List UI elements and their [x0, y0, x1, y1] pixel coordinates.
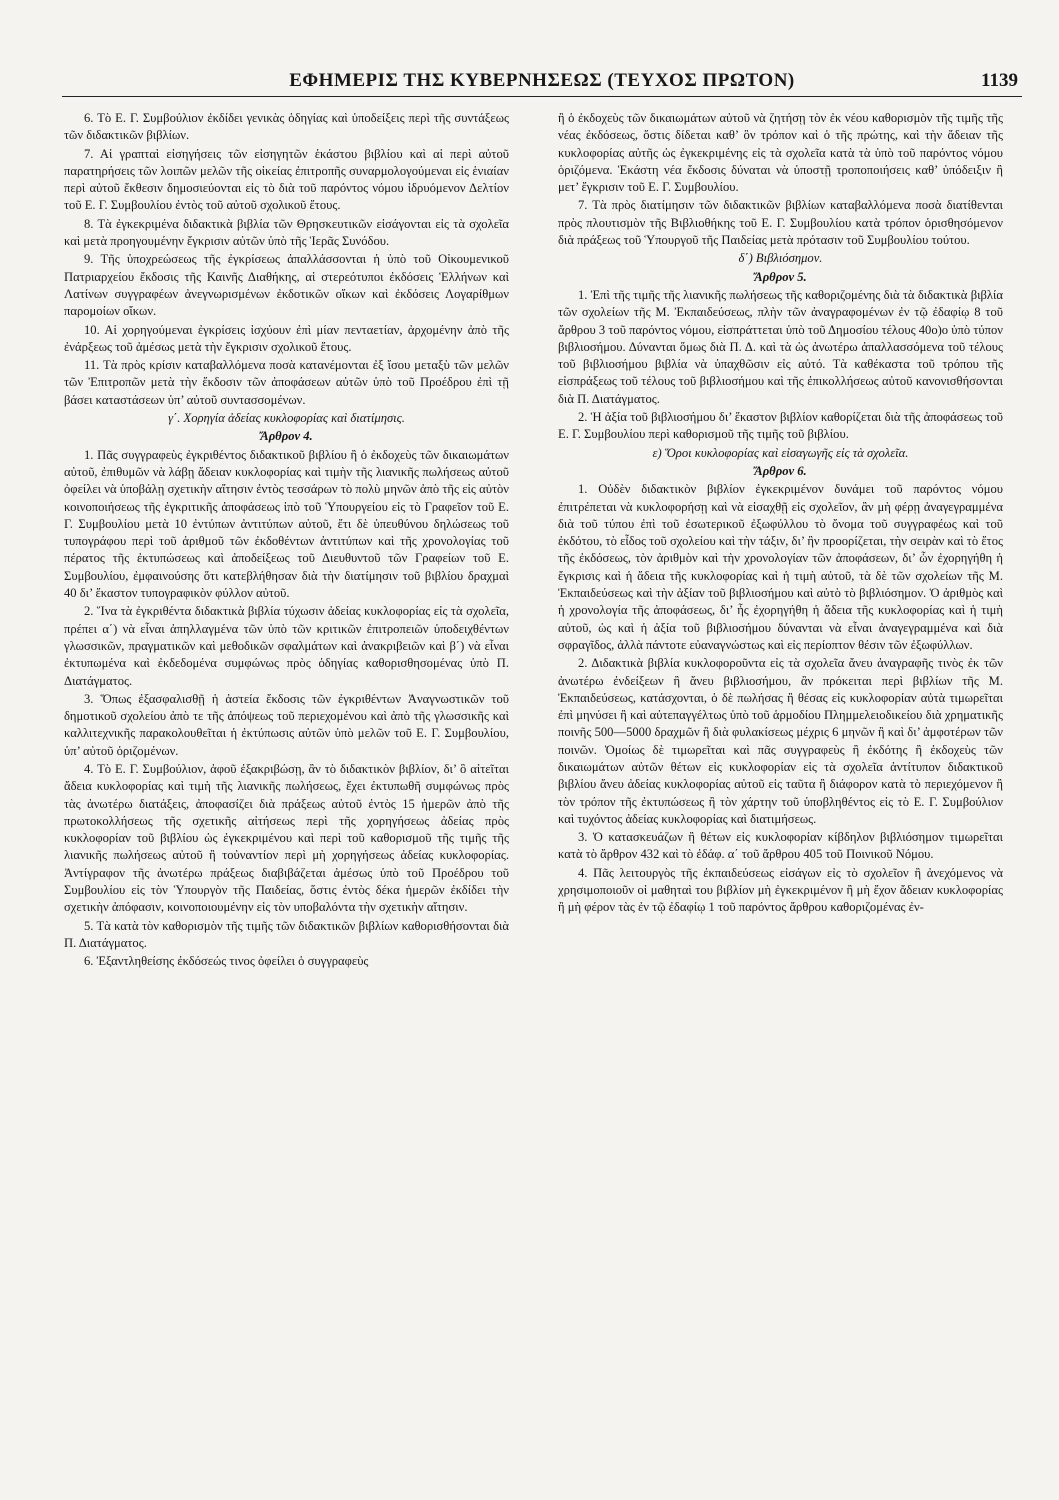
- paragraph: 4. Πᾶς λειτουργὸς τῆς ἐκπαιδεύσεως εἰσάγων εἰς τὸ σχολεῖον ἢ ἀνεχόμενος νὰ χρησιμοποιοῦν οἱ μαθηταὶ του βιβλίον μὴ ἐγκεκριμένον ἢ μὴ ἔχον ἄδειαν κυκλοφορίας ἢ μὴ φέρον τὰς ἐν τῷ ἐδαφίῳ 1 τοῦ παρόντος ἄρθρου καθοριζομένας ἐν-: [558, 865, 1003, 915]
- right-column: [558, 110, 1003, 1490]
- paragraph: 2. Ἡ ἀξία τοῦ βιβλιοσήμου δι’ ἕκαστον βιβλίον καθορίζεται διὰ τῆς ἀποφάσεως τοῦ Ε. Γ. Συμβουλίου περὶ καθορισμοῦ τῆς τιμῆς τοῦ βιβλίου.: [558, 410, 1003, 442]
- gazette-title: ΕΦΗΜΕΡΙΣ ΤΗΣ ΚΥΒΕΡΝΗΣΕΩΣ (ΤΕΥΧΟΣ ΠΡΩΤΟΝ): [289, 70, 795, 91]
- paragraph: 7. Αἱ γραπταὶ εἰσηγήσεις τῶν εἰσηγητῶν ἑκάστου βιβλίου καὶ αἱ περὶ αὐτοῦ παρατηρήσεις τῶν λοιπῶν μελῶν τῆς οἰκείας ἐπιτροπῆς συναρμολογούμεναι εἰς ἑνιαίαν περὶ αὐτοῦ ἔκθεσιν δημοσιεύονται εἰς τὸ διὰ τοῦ παρόντος νόμου ἱδρυόμενον Δελτίον τοῦ Ε. Γ. Συμβουλίου ἐντὸς τοῦ αὐτοῦ σχολικοῦ ἔτους.: [64, 146, 509, 213]
- paragraph: 6. Τὸ Ε. Γ. Συμβούλιον ἐκδίδει γενικὰς ὁδηγίας καὶ ὑποδείξεις περὶ τῆς συντάξεως τῶν διδακτικῶν βιβλίων.: [64, 111, 509, 143]
- article-heading: Ἄρθρον 4.: [260, 429, 313, 444]
- paragraph: 2. Διδακτικὰ βιβλία κυκλοφοροῦντα εἰς τὰ σχολεῖα ἄνευ ἀναγραφῆς τινὸς ἐκ τῶν ἀνωτέρω ἐνδείξεων ἢ ἄνευ βιβλιοσήμου, ἂν πρόκειται περὶ βιβλίων τῆς Μ. Ἐκπαιδεύσεως, κατάσχονται, ὁ δὲ πωλήσας ἢ θέσας εἰς κυκλοφορίαν αὐτὰ τιμωρεῖται ἐπὶ μηνύσει ἢ καὶ αὐτεπαγγέλτως ὑπὸ τοῦ ἁρμοδίου Πλημμελειοδικείου διὰ χρηματικῆς ποινῆς 500—5000 δραχμῶν ἢ διὰ φυλακίσεως μέχρις 6 μηνῶν ἢ καὶ δι’ ἀμφοτέρων τῶν ποινῶν. Ὁμοίως δὲ τιμωρεῖται καὶ πᾶς συγγραφεὺς ἢ ἐκδότης ἢ ἐκδοχεὺς τῶν δικαιωμάτων αὐτῶν θέτων εἰς κυκλοφορίαν εἰς τὰ σχολεῖα ἀντίτυπον διδακτικοῦ βιβλίου ἄνευ ἀδείας κυκλοφορίας αὐτοῦ εἰς ταῦτα ἢ διάφορον κατὰ τὸ περιεχόμενον ἢ τὸν τρόπον τῆς ἐκτυπώσεως ἢ τὸν χάρτην τοῦ ὑποβληθέντος εἰς τὸ Ε. Γ. Συμβούλιον καὶ τυχόντος ἀδείας κυκλοφορίας καὶ διατιμήσεως.: [558, 656, 1003, 826]
- paragraph: ἢ ὁ ἐκδοχεὺς τῶν δικαιωμάτων αὐτοῦ νὰ ζητήσῃ τὸν ἐκ νέου καθορισμὸν τῆς τιμῆς τῆς νέας ἐκδόσεως, ὅστις δίδεται καθ’ ὃν τρόπον καὶ ὁ τῆς πρώτης, καὶ τὴν ἄδειαν τῆς κυκλοφορίας αὐτῆς ὡς ἐγκεκριμένης εἰς τὰ σχολεῖα κατὰ τὰ ὑπὸ τοῦ παρόντος νόμου ὁριζόμενα. Ἑκάστη νέα ἔκδοσις δύναται νὰ ὑποστῇ τροποποιήσεις καθ’ ὑπόδειξιν ἢ μετ’ ἔγκρισιν τοῦ Ε. Γ. Συμβουλίου.: [558, 111, 1003, 195]
- section-heading: ε) Ὅροι κυκλοφορίας καὶ εἰσαγωγῆς εἰς τὰ σχολεῖα.: [652, 445, 909, 460]
- paragraph: 4. Τὸ Ε. Γ. Συμβούλιον, ἀφοῦ ἐξακριβώσῃ, ἂν τὸ διδακτικὸν βιβλίον, δι’ ὃ αἰτεῖται ἄδεια κυκλοφορίας καὶ τιμὴ τῆς λιανικῆς πωλήσεως, ἔχει ἐκτυπωθῆ συμφώνως πρὸς τὰς ἀνωτέρω διατάξεις, ἀποφασίζει διὰ πράξεως αὐτοῦ ἐντὸς 15 ἡμερῶν ἀπὸ τῆς πρωτοκολλήσεως τῆς σχετικῆς αἰτήσεως περὶ τῆς χορηγήσεως ἀδείας πρὸς κυκλοφορίαν τοῦ βιβλίου ὡς ἐγκεκριμένου καὶ περὶ τοῦ καθορισμοῦ τῆς τιμῆς τῆς λιανικῆς πωλήσεως αὐτοῦ ἢ τοὐναντίον περὶ μὴ χορηγήσεως ἀδείας κυκλοφορίας. Ἀντίγραφον τῆς ἀνωτέρω πράξεως διαβιβάζεται ἀμέσως ὑπὸ τοῦ Προέδρου τοῦ Συμβουλίου εἰς τὸν Ὑπουργὸν τῆς Παιδείας, ὅστις ἐντὸς δέκα ἡμερῶν ἐκδίδει τὴν σχετικὴν ἀπόφασιν, κοινοποιουμένην εἰς τὸν υποβαλόντα τὴν σχετικὴν αἴτησιν.: [64, 761, 509, 915]
- left-column: [64, 110, 509, 1490]
- paragraph: 1. Πᾶς συγγραφεὺς ἐγκριθέντος διδακτικοῦ βιβλίου ἢ ὁ ἐκδοχεὺς τῶν δικαιωμάτων αὐτοῦ, ἐπιθυμῶν νὰ λάβῃ ἄδειαν κυκλοφορίας καὶ τιμὴν τῆς λιανικῆς πωλήσεως αὐτοῦ ὀφείλει νὰ ὑποβάλῃ σχετικὴν αἴτησιν ἐντὸς τεσσάρων τὸ πολὺ μηνῶν ἀπὸ τῆς εἰς αὐτὸν κοινοποιήσεως τῆς ἐγκριτικῆς ἀποφάσεως ἰπὸ τοῦ Ὑπουργείου εἰς τὸ Γραφεῖον τοῦ Ε. Γ. Συμβουλίου μετὰ 10 ἐντύπων ἀντιτύπων αὐτοῦ, ἔτι δὲ ὑπευθύνου δηλώσεως τοῦ τυπογράφου περὶ τοῦ ἀριθμοῦ τῶν ἐκδοθέντων ἀντιτύπων καὶ τῆς χρονολογίας τοῦ πέρατος τῆς ἐκτυπώσεως καὶ ἀποδείξεως τοῦ Διευθυντοῦ τῶν Γραφείων τοῦ Ε. Συμβουλίου, ἐμφαινούσης ὅτι κατεβλήθησαν διὰ τὴν διατίμησιν τοῦ βιβλίου δραχμαὶ 40 δι’ ἕκαστον τυπογραφικὸν φύλλον αὐτοῦ.: [64, 447, 509, 601]
- paragraph: 6. Ἐξαντληθείσης ἐκδόσεώς τινος ὀφείλει ὁ συγγραφεὺς: [84, 954, 369, 969]
- paragraph: 3. Ὅπως ἐξασφαλισθῇ ἡ ἀστεία ἔκδοσις τῶν ἐγκριθέντων Ἀναγνωστικῶν τοῦ δημοτικοῦ σχολείου ἀπὸ τε τῆς ἀπόψεως τοῦ περιεχομένου καὶ ἀπὸ τῆς γλωσσικῆς καὶ καλλιτεχνικῆς παρακολουθεῖται ἡ ἐκτύπωσις αὐτῶν ὑπὸ μελῶν τοῦ Ε. Γ. Συμβουλίου, ὑπ’ αὐτοῦ ὁριζομένων.: [64, 691, 509, 758]
- paragraph: 3. Ὁ κατασκευάζων ἢ θέτων εἰς κυκλοφορίαν κίβδηλον βιβλιόσημον τιμωρεῖται κατὰ τὸ ἄρθρον 432 καὶ τὸ ἐδάφ. α΄ τοῦ ἄρθρου 405 τοῦ Ποινικοῦ Νόμου.: [558, 830, 1003, 862]
- paragraph: 2. Ἵνα τὰ ἐγκριθέντα διδακτικὰ βιβλία τύχωσιν ἀδείας κυκλοφορίας εἰς τὰ σχολεῖα, πρέπει α΄) νὰ εἶναι ἀπηλλαγμένα τῶν ὑπὸ τῶν κριτικῶν ἐπιτροπειῶν ὑποδειχθέντων γλωσσικῶν, πραγματικῶν καὶ μεθοδικῶν σφαλμάτων καὶ ἀνακριβειῶν καὶ β΄) νὰ εἶναι ἐκτυπωμένα καὶ ἐκδεδομένα συμφώνως πρὸς ὁδηγίας καθορισθησομένας ὑπὸ Π. Διατάγματος.: [64, 604, 509, 688]
- paragraph: 1. Οὐδὲν διδακτικὸν βιβλίον ἐγκεκριμένον δυνάμει τοῦ παρόντος νόμου ἐπιτρέπεται νὰ κυκλοφορήσῃ καὶ νὰ εἰσαχθῇ εἰς σχολεῖον, ἂν μὴ φέρῃ ἀναγεγραμμένα διὰ τοῦ τύπου ἐπὶ τοῦ ἐσωτερικοῦ ἐξωφύλλου τὸ ὄνομα τοῦ συγγραφέως καὶ τοῦ ἐκδότου, τὸ εἶδος τοῦ σχολείου καὶ τὴν τάξιν, δι’ ἣν προορίζεται, τὴν σειρὰν καὶ τὸ ἔτος τῆς ἐκδόσεως, τὸν ἀριθμὸν καὶ τὴν χρονολογίαν τῶν ἀποφάσεων, δι’ ὧν ἐχορηγήθη ἡ ἔγκρισις καὶ ἡ ἄδεια τῆς κυκλοφορίας καὶ ἡ τιμὴ αὐτοῦ, τὰ δὲ τῶν σχολείων τῆς Μ. Ἐκπαιδεύσεως καὶ τὴν ἀξίαν τοῦ βιβλιοσήμου καὶ αὐτὸ τὸ βιβλιόσημον. Ὁ ἀριθμὸς καὶ ἡ χρονολογία τῆς ἀποφάσεως, δι’ ἧς ἐχορηγήθη ἡ ἄδεια τῆς κυκλοφορίας καὶ ἡ τιμὴ αὐτοῦ, ὡς καὶ ἡ ἀξία τοῦ βιβλιοσήμου δύνανται νὰ εἶναι ἀναγεγραμμένα καὶ διὰ σφραγῖδος, ἀλλὰ πάντοτε εὐαναγνώστως καὶ εἰς περίοπτον θέσιν τῶν ἐξωφύλλων.: [558, 482, 1003, 652]
- page-number: 1139: [981, 70, 1018, 91]
- paragraph: 7. Τὰ πρὸς διατίμησιν τῶν διδακτικῶν βιβλίων καταβαλλόμενα ποσὰ διατίθενται πρὸς πλουτισμὸν τῆς Βιβλιοθήκης τοῦ Ε. Γ. Συμβουλίου κατὰ τρόπον ὁρισθησόμενον διὰ πράξεως τοῦ Ὑπουργοῦ τῆς Παιδείας μετὰ πρότασιν τοῦ Συμβουλίου τούτου.: [558, 198, 1003, 248]
- article-heading: Ἄρθρον 5.: [754, 269, 807, 284]
- paragraph: 8. Τὰ ἐγκεκριμένα διδακτικὰ βιβλία τῶν Θρησκευτικῶν εἰσάγονται εἰς τὰ σχολεῖα καὶ μετὰ προηγουμένην ἔγκρισιν αὐτῶν ὑπὸ τῆς Ἱερᾶς Συνόδου.: [64, 216, 509, 249]
- section-heading: γ΄. Χορηγία ἀδείας κυκλοφορίας καὶ διατίμησις.: [168, 411, 405, 426]
- paragraph: 5. Τὰ κατὰ τὸν καθορισμὸν τῆς τιμῆς τῶν διδακτικῶν βιβλίων καθορισθήσονται διὰ Π. Διατάγματος.: [64, 918, 509, 950]
- page-header: [62, 70, 1022, 97]
- paragraph: 9. Τῆς ὑποχρεώσεως τῆς ἐγκρίσεως ἀπαλλάσσονται ἡ ὑπὸ τοῦ Οἰκουμενικοῦ Πατριαρχείου ἔκδοσις τῆς Καινῆς Διαθήκης, αἱ στερεότυποι ἐκδόσεις Ἑλλήνων καὶ Λατίνων συγγραφέων ἀνεγνωρισμένων ἐκδοτικῶν οἴκων καὶ ἐκδόσεις Λογαρίθμων παρομοίων οἴκων.: [64, 252, 509, 319]
- paragraph: 1. Ἐπὶ τῆς τιμῆς τῆς λιανικῆς πωλήσεως τῆς καθοριζομένης διὰ τὰ διδακτικὰ βιβλία τῶν σχολείων τῆς Μ. Ἐκπαιδεύσεως, πλὴν τῶν ἀναγραφομένων ἐν τῷ ἐδαφίῳ 8 τοῦ ἄρθρου 3 τοῦ παρόντος νόμου, εἰσπράττεται ὑπὸ τοῦ Δημοσίου τέλους 40ο)ο ὑπὸ τύπον βιβλιοσήμου. Δύνανται ὅμως διὰ Π. Δ. καὶ τὰ ὡς ἀνωτέρω ἀπαλλασσόμενα τοῦ τέλους τοῦ βιβλιοσήμου βιβλία νὰ ὑπαχθῶσιν εἰς αὐτό. Τὰ καθέκαστα τοῦ τρόπου τῆς εἰσπράξεως τοῦ τέλους τοῦ βιβλιοσήμου καὶ τῆς ἐπικολλήσεως αὐτοῦ κανονισθήσονται διὰ Π. Διατάγματος.: [558, 287, 1003, 406]
- section-heading: δ΄) Βιβλιόσημον.: [738, 251, 823, 266]
- article-heading: Ἄρθρον 6.: [754, 463, 807, 478]
- paragraph: 10. Αἱ χορηγούμεναι ἐγκρίσεις ἰσχύουν ἐπὶ μίαν πενταετίαν, ἀρχομένην ἀπὸ τῆς ἐνάρξεως τοῦ ἀμέσως μετὰ τὴν ἔγκρισιν σχολικοῦ ἔτους.: [64, 322, 509, 354]
- paragraph: 11. Τὰ πρὸς κρίσιν καταβαλλόμενα ποσὰ κατανέμονται ἐξ ἴσου μεταξὺ τῶν μελῶν τῶν Ἐπιτροπῶν μετὰ τὴν ἔκδοσιν τῶν ἀποφάσεων αὐτῶν ὑπὸ τοῦ Προέδρου ἐπὶ τῇ βάσει καταστάσεων ὑπ’ αὐτοῦ συντασσομένων.: [64, 358, 509, 407]
